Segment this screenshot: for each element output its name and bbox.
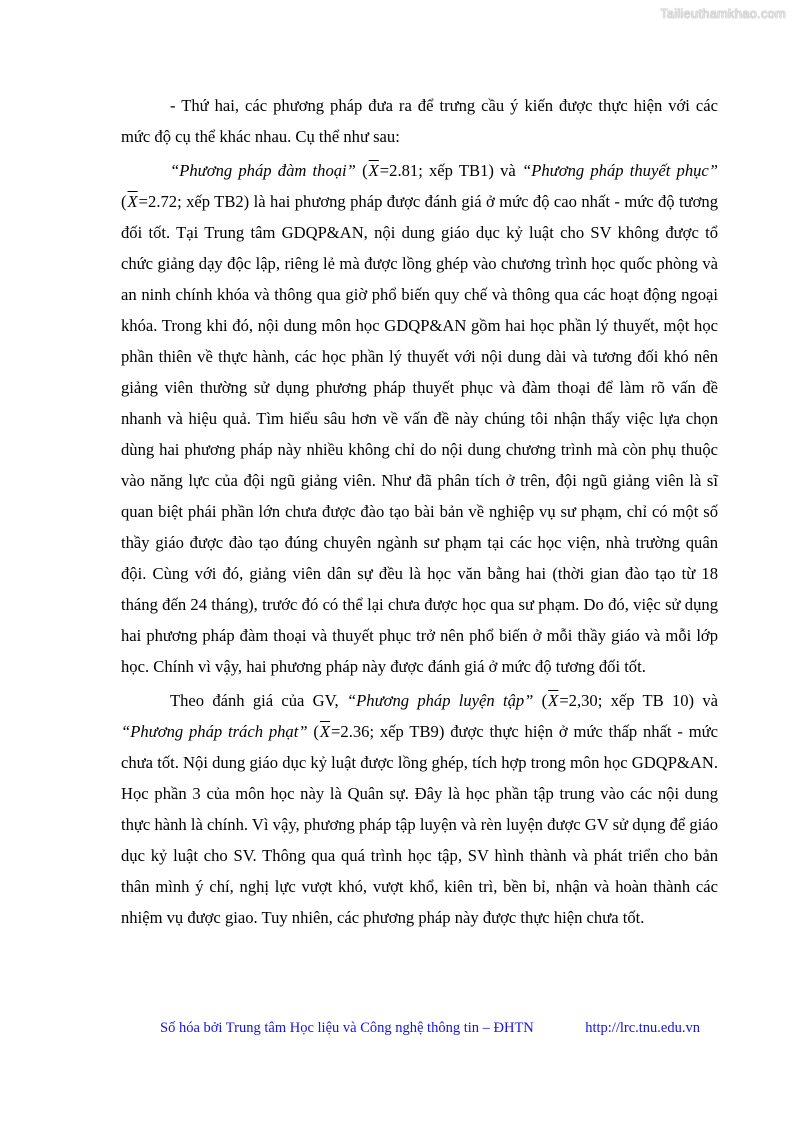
paragraph-2 <box>121 155 718 682</box>
document-body <box>121 90 718 936</box>
quote-trach-phat: “Phương pháp trách phạt” <box>121 722 308 741</box>
mean-symbol: $\overline{X}$ <box>127 192 138 211</box>
open-paren: ( <box>121 192 127 211</box>
open-paren: ( <box>533 691 548 710</box>
text-segment: =2,30; xếp TB 10) và <box>559 691 718 710</box>
text-segment: =2.81; xếp TB1) và <box>379 161 522 180</box>
footer-link[interactable]: http://lrc.tnu.edu.vn <box>585 1020 700 1036</box>
quote-thuyet-phuc: “Phương pháp thuyết phục” <box>522 161 719 180</box>
open-paren: ( <box>355 161 368 180</box>
mean-symbol: $\overline{X}$ <box>319 722 331 741</box>
open-paren: ( <box>307 722 319 741</box>
mean-symbol: $\overline{X}$ <box>368 161 379 180</box>
text-segment: =2.36; xếp TB9) được thực hiện ở mức thấp nhất - mức chưa tốt. Nội dung giáo dục kỷ luật được lồng ghép, tích hợp trong môn học GDQP&AN. Học phần 3 của môn học này là Quân sự. Đây là học phần tập trung vào các nội dung thực hành là chính. Vì vậy, phương pháp tập luyện và rèn luyện được GV sử dụng để giáo dục kỷ luật cho SV. Thông qua quá trình học tập, SV hình thành và phát triển cho bản thân mình ý chí, nghị lực vượt khó, vượt khổ, kiên trì, bền bỉ, nhận và hoàn thành các nhiệm vụ được giao. Tuy nhiên, các phương pháp này được thực hiện chưa tốt. <box>121 722 718 927</box>
text-segment: =2.72; xếp TB2) là hai phương pháp được đánh giá ở mức độ cao nhất - mức độ tương đối tốt. Tại Trung tâm GDQP&AN, nội dung giáo dục kỷ luật cho SV không được tổ chức giảng dạy độc lập, riêng lẻ mà được lồng ghép vào chương trình học quốc phòng và an ninh chính khóa và thông qua giờ phổ biến quy chế và thông qua các hoạt động ngoại khóa. Trong khi đó, nội dung môn học GDQP&AN gồm hai học phần lý thuyết, một học phần thiên về thực hành, các học phần lý thuyết với nội dung dài và tương đối khó nên giảng viên thường sử dụng phương pháp thuyết phục và đàm thoại để làm rõ vấn đề nhanh và hiệu quả. Tìm hiểu sâu hơn về vấn đề này chúng tôi nhận thấy việc lựa chọn dùng hai phương pháp này nhiều không chỉ do nội dung chương trình mà còn phụ thuộc vào năng lực của đội ngũ giảng viên. Như đã phân tích ở trên, đội ngũ giảng viên là sĩ quan biệt phái phần lớn chưa được đào tạo bài bản về nghiệp vụ sư phạm, chỉ có một số thầy giáo được đào tạo đúng chuyên ngành sư phạm tại các học viện, nhà trường quân đội. Cùng với đó, giảng viên dân sự đều là học văn bằng hai (thời gian đào tạo từ 18 tháng đến 24 tháng), trước đó có thể lại chưa được học qua sư phạm. Do đó, việc sử dụng hai phương pháp đàm thoại và thuyết phục trở nên phổ biến ở mỗi thầy giáo và mỗi lớp học. Chính vì vậy, hai phương pháp này được đánh giá ở mức độ tương đối tốt. <box>121 192 718 676</box>
page-footer <box>160 1020 700 1037</box>
footer-credit: Số hóa bởi Trung tâm Học liệu và Công nghệ thông tin – ĐHTN <box>160 1020 534 1036</box>
quote-luyen-tap: “Phương pháp luyện tập” <box>346 691 534 710</box>
quote-dam-thoai: “Phương pháp đàm thoại” <box>170 161 356 180</box>
text-segment: Theo đánh giá của GV, <box>170 691 347 710</box>
paragraph-3 <box>121 685 718 933</box>
watermark: Tailieuthamkhao.com <box>660 6 786 21</box>
paragraph-1: - Thứ hai, các phương pháp đưa ra để trưng cầu ý kiến được thực hiện với các mức độ cụ thể khác nhau. Cụ thể như sau: <box>121 96 718 146</box>
mean-symbol: $\overline{X}$ <box>548 691 559 710</box>
